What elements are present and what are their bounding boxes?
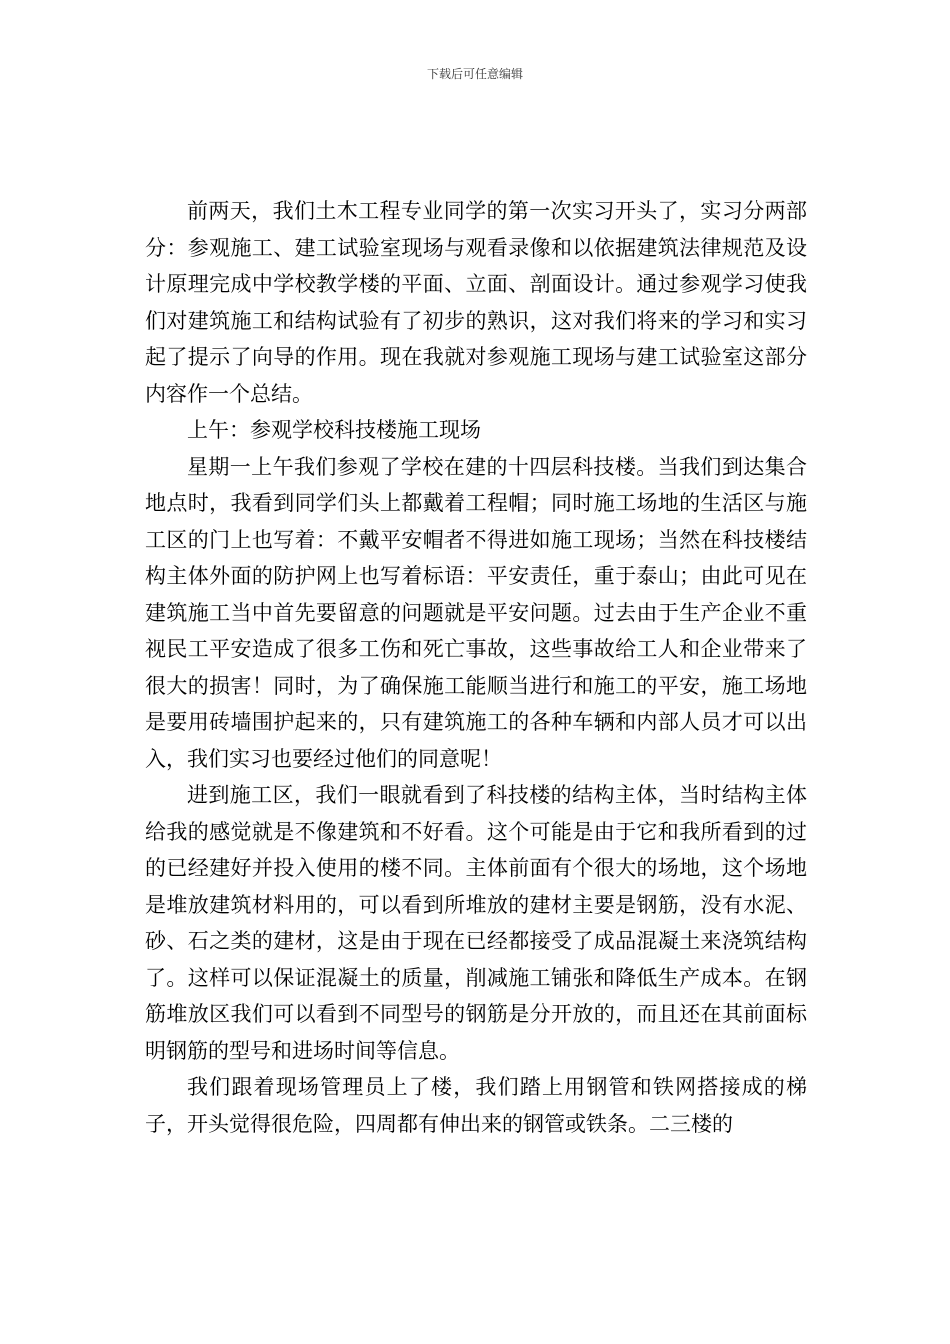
section-heading-morning-visit: 上午：参观学校科技楼施工现场: [187, 418, 481, 442]
paragraph-intro: 前两天，我们土木工程专业同学的第一次实习开头了，实习分两部分：参观施工、建工试验室现场与观看录像和以依据建筑法律规范及设计原理完成中学校教学楼的平面、立面、剖面设计。通过参观学习使我们对建筑施工和结构试验有了初步的熟识，这对我们将来的学习和实习起了提示了向导的作用。现在我就对参观施工现场与建工试验室这部分内容作一个总结。: [145, 199, 807, 406]
download-note: 下载后可任意编辑: [426, 67, 523, 81]
paragraph-safety: 星期一上午我们参观了学校在建的十四层科技楼。当我们到达集合地点时，我看到同学们头上都戴着工程帽；同时施工场地的生活区与施工区的门上也写着：不戴平安帽者不得进如施工现场；当然在科技楼结构主体外面的防护网上也写着标语：平安责任，重于泰山；由此可见在建筑施工当中首先要留意的问题就是平安问题。过去由于生产企业不重视民工平安造成了很多工伤和死亡事故，这些事故给工人和企业带来了很大的损害！同时，为了确保施工能顺当进行和施工的平安，施工场地是要用砖墙围护起来的，只有建筑施工的各种车辆和内部人员才可以出入，我们实习也要经过他们的同意呢！: [145, 454, 807, 771]
paragraph-construction-area: 进到施工区，我们一眼就看到了科技楼的结构主体，当时结构主体给我的感觉就是不像建筑和不好看。这个可能是由于它和我所看到的过的已经建好并投入使用的楼不同。主体前面有个很大的场地，这个场地是堆放建筑材料用的，可以看到所堆放的建材主要是钢筋，没有水泥、砂、石之类的建材，这是由于现在已经都接受了成品混凝土来浇筑结构了。这样可以保证混凝土的质量，削减施工铺张和降低生产成本。在钢筋堆放区我们可以看到不同型号的钢筋是分开放的，而且还在其前面标明钢筋的型号和进场时间等信息。: [145, 783, 807, 1063]
paragraph-upstairs: 我们跟着现场管理员上了楼，我们踏上用钢管和铁网搭接成的梯子，开头觉得很危险，四周都有伸出来的钢管或铁条。二三楼的: [145, 1075, 807, 1136]
document-body: [145, 193, 807, 1142]
